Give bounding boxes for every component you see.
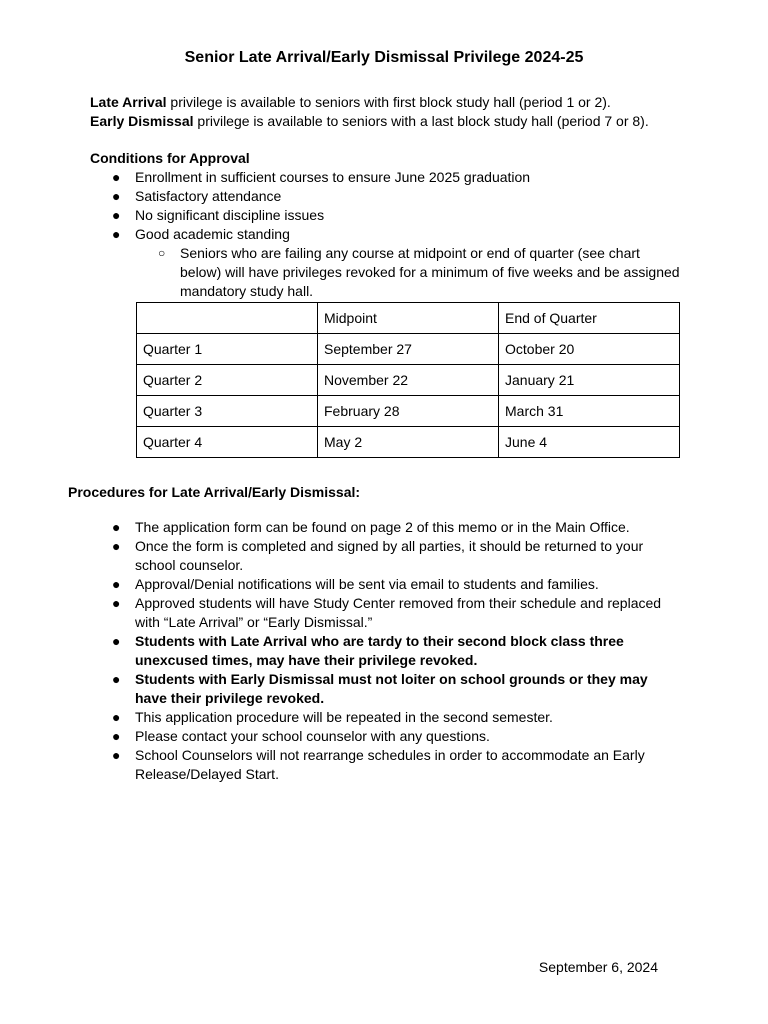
table-row <box>137 365 680 396</box>
bullet-icon: ● <box>112 169 121 185</box>
bullet-icon: ● <box>112 709 121 725</box>
list-item <box>112 575 682 594</box>
list-item-text: Satisfactory attendance <box>135 188 282 204</box>
table-cell: November 22 <box>318 365 499 396</box>
procedures-list <box>112 518 682 784</box>
table-cell: September 27 <box>318 334 499 365</box>
table-cell: May 2 <box>318 427 499 458</box>
bullet-icon: ● <box>112 747 121 763</box>
bullet-icon: ● <box>112 595 121 611</box>
table-header-cell <box>137 303 318 334</box>
table-header-cell: Midpoint <box>318 303 499 334</box>
table-row <box>137 396 680 427</box>
sub-list-item <box>158 244 680 301</box>
bullet-icon: ● <box>112 671 121 687</box>
list-item <box>112 632 682 670</box>
list-item-text: Enrollment in sufficient courses to ensure June 2025 graduation <box>135 169 531 185</box>
quarter-dates-table <box>136 302 680 458</box>
table-header-row <box>137 303 680 334</box>
list-item <box>112 594 682 632</box>
conditions-list <box>112 168 712 244</box>
list-item <box>112 708 682 727</box>
conditions-sub-list <box>158 244 680 301</box>
table-cell: Quarter 2 <box>137 365 318 396</box>
list-item <box>112 746 682 784</box>
list-item-text: No significant discipline issues <box>135 207 325 223</box>
table-cell: June 4 <box>499 427 680 458</box>
conditions-heading: Conditions for Approval <box>90 150 250 166</box>
late-arrival-label: Late Arrival <box>90 94 167 110</box>
bullet-icon: ● <box>112 207 121 223</box>
list-item <box>112 670 682 708</box>
table-cell: Quarter 4 <box>137 427 318 458</box>
early-dismissal-label: Early Dismissal <box>90 113 194 129</box>
list-item <box>112 537 682 575</box>
list-item <box>112 225 712 244</box>
list-item-text: Good academic standing <box>135 226 290 242</box>
list-item-text: This application procedure will be repeated in the second semester. <box>135 709 553 725</box>
late-arrival-text: privilege is available to seniors with first block study hall (period 1 or 2). <box>166 94 611 110</box>
list-item-text: Approved students will have Study Center removed from their schedule and replaced with “Late Arrival” or “Early Dismissal.” <box>135 595 662 630</box>
late-arrival-line <box>90 93 710 112</box>
bullet-icon: ● <box>112 633 121 649</box>
table-header-cell: End of Quarter <box>499 303 680 334</box>
procedures-heading: Procedures for Late Arrival/Early Dismissal: <box>68 484 361 500</box>
list-item-text: Students with Late Arrival who are tardy to their second block class three unexcused times, may have their privilege revoked. <box>135 633 624 668</box>
table-cell: January 21 <box>499 365 680 396</box>
list-item <box>112 206 712 225</box>
intro-section <box>90 93 710 131</box>
bullet-icon: ● <box>112 519 121 535</box>
bullet-icon: ● <box>112 538 121 554</box>
table-cell: February 28 <box>318 396 499 427</box>
list-item <box>112 518 682 537</box>
bullet-icon: ● <box>112 728 121 744</box>
list-item-text: School Counselors will not rearrange schedules in order to accommodate an Early Release/Delayed Start. <box>135 747 645 782</box>
list-item-text: Please contact your school counselor with any questions. <box>135 728 490 744</box>
list-item <box>112 187 712 206</box>
list-item-text: The application form can be found on page 2 of this memo or in the Main Office. <box>135 519 630 535</box>
hollow-bullet-icon: ○ <box>158 246 166 260</box>
table-cell: Quarter 1 <box>137 334 318 365</box>
list-item-text: Approval/Denial notifications will be sent via email to students and families. <box>135 576 599 592</box>
list-item <box>112 168 712 187</box>
sub-list-item-text: Seniors who are failing any course at midpoint or end of quarter (see chart below) will have privileges revoked for a minimum of five weeks and be assigned mandatory study hall. <box>180 245 680 299</box>
table-row <box>137 334 680 365</box>
bullet-icon: ● <box>112 188 121 204</box>
table-cell: October 20 <box>499 334 680 365</box>
early-dismissal-text: privilege is available to seniors with a last block study hall (period 7 or 8). <box>193 113 649 129</box>
table-cell: March 31 <box>499 396 680 427</box>
list-item <box>112 727 682 746</box>
table-cell: Quarter 3 <box>137 396 318 427</box>
document-title: Senior Late Arrival/Early Dismissal Privilege 2024-25 <box>184 49 584 66</box>
list-item-text: Once the form is completed and signed by all parties, it should be returned to your school counselor. <box>135 538 644 573</box>
bullet-icon: ● <box>112 226 121 242</box>
bullet-icon: ● <box>112 576 121 592</box>
memo-date: September 6, 2024 <box>538 959 658 975</box>
table-row <box>137 427 680 458</box>
list-item-text: Students with Early Dismissal must not loiter on school grounds or they may have their privilege revoked. <box>135 671 648 706</box>
early-dismissal-line <box>90 112 710 131</box>
